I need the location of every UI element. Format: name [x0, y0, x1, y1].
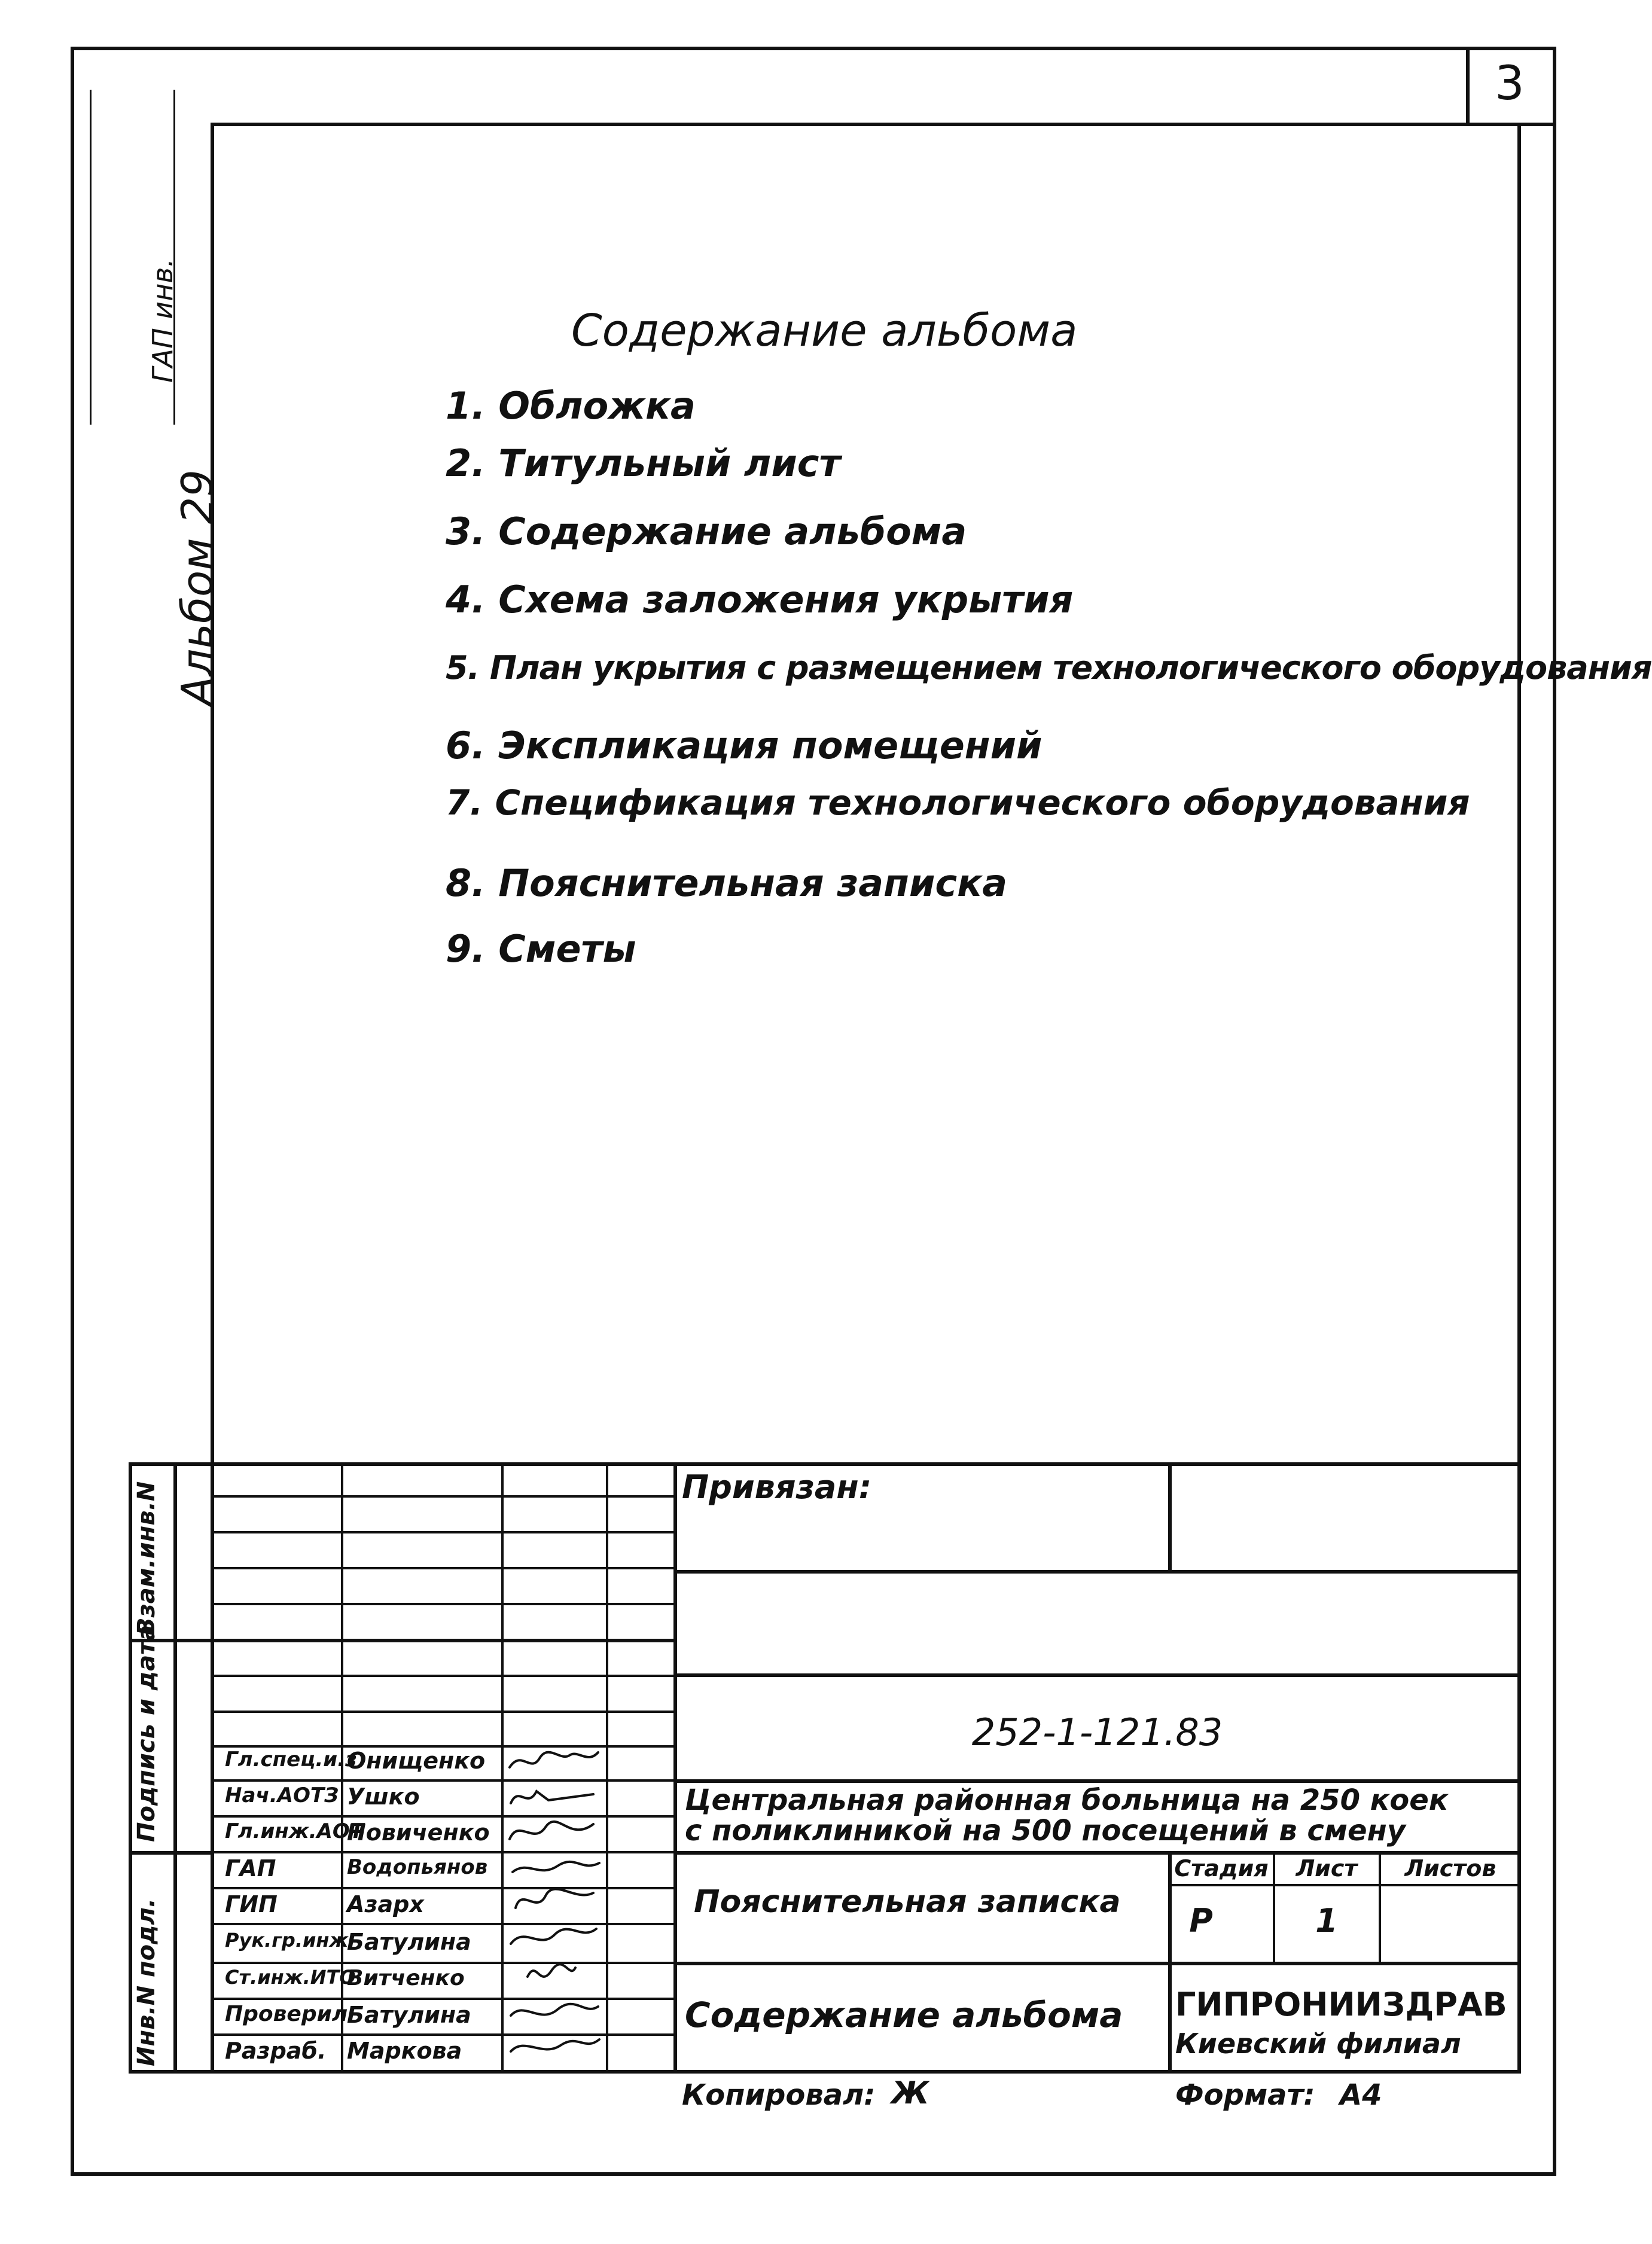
sig-grid-h6: [211, 1675, 675, 1677]
sig-grid-h2: [211, 1531, 675, 1533]
page-number: 3: [1495, 57, 1525, 111]
title-block-top: [129, 1462, 1521, 1466]
sig-grid-h12: [211, 1887, 675, 1889]
signer-name: Онищенко: [347, 1748, 486, 1774]
signer-name: Водопьянов: [347, 1855, 488, 1879]
sig-grid-h1: [211, 1495, 675, 1498]
tb-h5: [673, 1962, 1521, 1965]
inner-frame-bottom: [129, 2070, 1521, 2074]
inner-frame-top: [211, 123, 1521, 126]
toc-item-2: 2. Титульный лист: [446, 441, 841, 485]
tb-h2: [673, 1673, 1521, 1677]
inner-frame-left: [211, 123, 214, 1468]
signer-role: Нач.АОТЗ: [225, 1783, 339, 1807]
sig-grid-h13: [211, 1923, 675, 1925]
sheet-header: Лист: [1296, 1855, 1358, 1882]
tb-v-sheet-sheets: [1379, 1851, 1381, 1962]
signature-area-left: [211, 1462, 214, 2074]
signer-role: Гл.инж.АОТ: [225, 1819, 364, 1843]
copied-label: Копировал:: [682, 2078, 876, 2112]
sheets-header: Листов: [1404, 1855, 1496, 1882]
project-name-line2: с поликлиникой на 500 посещений в смену: [685, 1814, 1406, 1847]
sig-grid-h5: [173, 1639, 675, 1642]
outer-frame-top: [71, 47, 1555, 50]
album-label: Альбом 29: [172, 469, 222, 706]
left-strip-inv: Инв.N подл.: [133, 1898, 160, 2066]
tb-stage-header-line: [1168, 1884, 1521, 1886]
signature-3: [510, 1822, 593, 1839]
format-label: Формат:: [1175, 2078, 1315, 2112]
signer-name: Новиченко: [347, 1819, 490, 1846]
signer-role: ГАП: [225, 1855, 276, 1882]
project-name-line1: Центральная районная больница на 250 коек: [685, 1783, 1449, 1817]
toc-item-8: 8. Пояснительная записка: [446, 861, 1008, 905]
signature-5: [516, 1889, 593, 1908]
signer-role: Проверил: [225, 2002, 348, 2026]
signer-name: Ушко: [347, 1783, 420, 1810]
page-number-box-bottom: [1466, 123, 1556, 126]
copied-value: Ж: [891, 2075, 929, 2111]
toc-item-5: 5. План укрытия с размещением технологического оборудования: [446, 649, 1652, 687]
section-title: Пояснительная записка: [694, 1884, 1121, 1920]
signer-name: Витченко: [347, 1966, 465, 1990]
toc-item-4: 4. Схема заложения укрытия: [446, 578, 1074, 621]
signer-role: Ст.инж.ИТО: [225, 1966, 356, 1989]
format-value: А4: [1340, 2078, 1382, 2112]
sheet-value: 1: [1315, 1902, 1338, 1940]
tb-h1: [673, 1570, 1521, 1574]
sig-grid-h14: [211, 1962, 675, 1964]
sig-grid-h15: [211, 1998, 675, 2000]
signature-scribbles: [504, 1743, 604, 2066]
margin-stamp-text: ГАП инв.: [147, 258, 179, 383]
left-strip-podpis: Подпись и дата: [133, 1624, 160, 1842]
title-block-left: [129, 1462, 132, 2074]
toc-item-6: 6. Экспликация помещений: [446, 724, 1043, 767]
signer-name: Маркова: [347, 2038, 462, 2064]
stage-value: Р: [1189, 1902, 1213, 1940]
outer-frame-bottom: [71, 2172, 1556, 2176]
stage-header: Стадия: [1174, 1855, 1269, 1882]
sig-grid-v3: [606, 1462, 608, 2072]
sheet-title: Содержание альбома: [685, 1995, 1123, 2035]
toc-item-3: 3. Содержание альбома: [446, 510, 967, 553]
signature-9: [511, 2039, 599, 2051]
toc-item-7: 7. Спецификация технологического оборудования: [446, 782, 1470, 823]
signer-role: Разраб.: [225, 2038, 327, 2064]
outer-frame-right: [1553, 47, 1556, 2176]
signature-6: [511, 1929, 596, 1944]
signer-role: ГИП: [225, 1891, 278, 1917]
signer-name: Батулина: [347, 1929, 471, 1955]
signer-name: Азарх: [347, 1891, 424, 1917]
signature-8: [511, 2004, 598, 2016]
toc-item-9: 9. Сметы: [446, 927, 636, 971]
tb-v-stage-sheet: [1273, 1851, 1275, 1962]
signature-1: [510, 1752, 598, 1767]
signer-role: Гл.спец.и.з: [225, 1748, 357, 1772]
tb-h3: [673, 1779, 1521, 1783]
sig-grid-h11: [211, 1851, 675, 1853]
signature-7: [528, 1964, 575, 1977]
privyazan-divider: [1168, 1462, 1172, 1570]
sig-grid-h7: [211, 1711, 675, 1713]
sig-grid-h9: [211, 1779, 675, 1782]
margin-strip-line-a: [90, 90, 92, 425]
signer-name: Батулина: [347, 2002, 471, 2028]
signer-role: Рук.гр.инж: [225, 1929, 349, 1952]
toc-item-1: 1. Обложка: [446, 384, 696, 428]
signature-2: [511, 1791, 593, 1803]
sig-grid-h4: [211, 1603, 675, 1605]
organization-name: ГИПРОНИИЗДРАВ: [1175, 1986, 1507, 2023]
sig-grid-h3: [211, 1567, 675, 1569]
left-strip-divider: [173, 1462, 177, 2074]
outer-frame-left: [71, 47, 74, 2176]
left-strip-vzam: Взам.инв.N: [133, 1481, 160, 1636]
left-strip-sep-2: [129, 1851, 212, 1855]
privyazan-label: Привязан:: [682, 1468, 872, 1506]
sig-grid-v4: [673, 1462, 677, 2072]
organization-branch: Киевский филиал: [1175, 2027, 1461, 2060]
document-code: 252-1-121.83: [971, 1711, 1223, 1754]
sig-grid-h16: [211, 2033, 675, 2036]
signature-4: [513, 1862, 599, 1872]
tb-h4: [673, 1851, 1521, 1855]
sig-grid-h10: [211, 1815, 675, 1818]
contents-title: Содержание альбома: [571, 305, 1078, 356]
